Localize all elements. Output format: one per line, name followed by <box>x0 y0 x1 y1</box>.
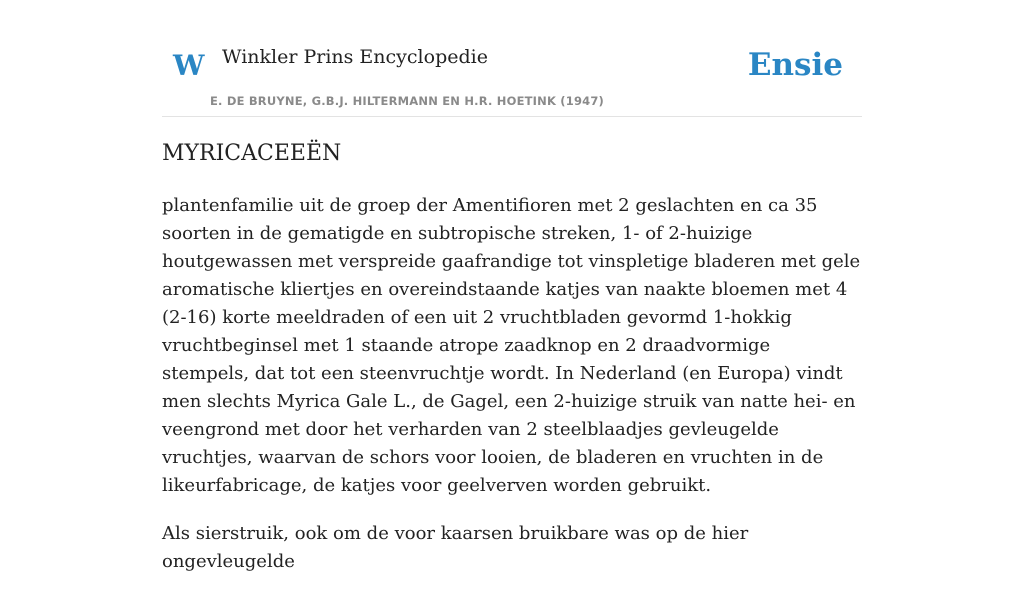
ensie-logo[interactable]: Ensie <box>747 47 843 83</box>
entry-paragraph: plantenfamilie uit de groep der Amentifioren met 2 geslachten en ca 35 soorten in de gematigde en subtropische streken, 1- of 2-huizige houtgewassen met verspreide gaafrandige tot vinspletige bladeren met gele aromatische kliertjes en overeindstaande katjes van naakte bloemen met 4 (2-16) korte meeldraden of een uit 2 vruchtbladen gevormd 1-hokkig vruchtbeginsel met 1 staande atrope zaadknop en 2 draadvormige stempels, dat tot een steenvruchtje wordt. In Nederland (en Europa) vindt men slechts Myrica Gale L., de Gagel, een 2-huizige struik van natte hei- en veengrond met door het verharden van 2 steelblaadjes gevleugelde vruchtjes, waarvan de schors voor looien, de bladeren en vruchten in de likeurfabricage, de katjes voor geelverven worden gebruikt. <box>162 195 861 496</box>
book-authors: E. DE BRUYNE, G.B.J. HILTERMANN EN H.R. HOETINK (1947) <box>210 94 605 108</box>
header <box>162 0 862 117</box>
entry-title: MYRICACEEËN <box>162 141 342 166</box>
entry-paragraph: Als sierstruik, ook om de voor kaarsen bruikbare was op de hier ongevleugelde <box>162 523 749 572</box>
book-title[interactable]: Winkler Prins Encyclopedie <box>222 46 488 68</box>
entry-content <box>162 192 862 596</box>
winkler-prins-logo[interactable]: W <box>173 49 205 82</box>
